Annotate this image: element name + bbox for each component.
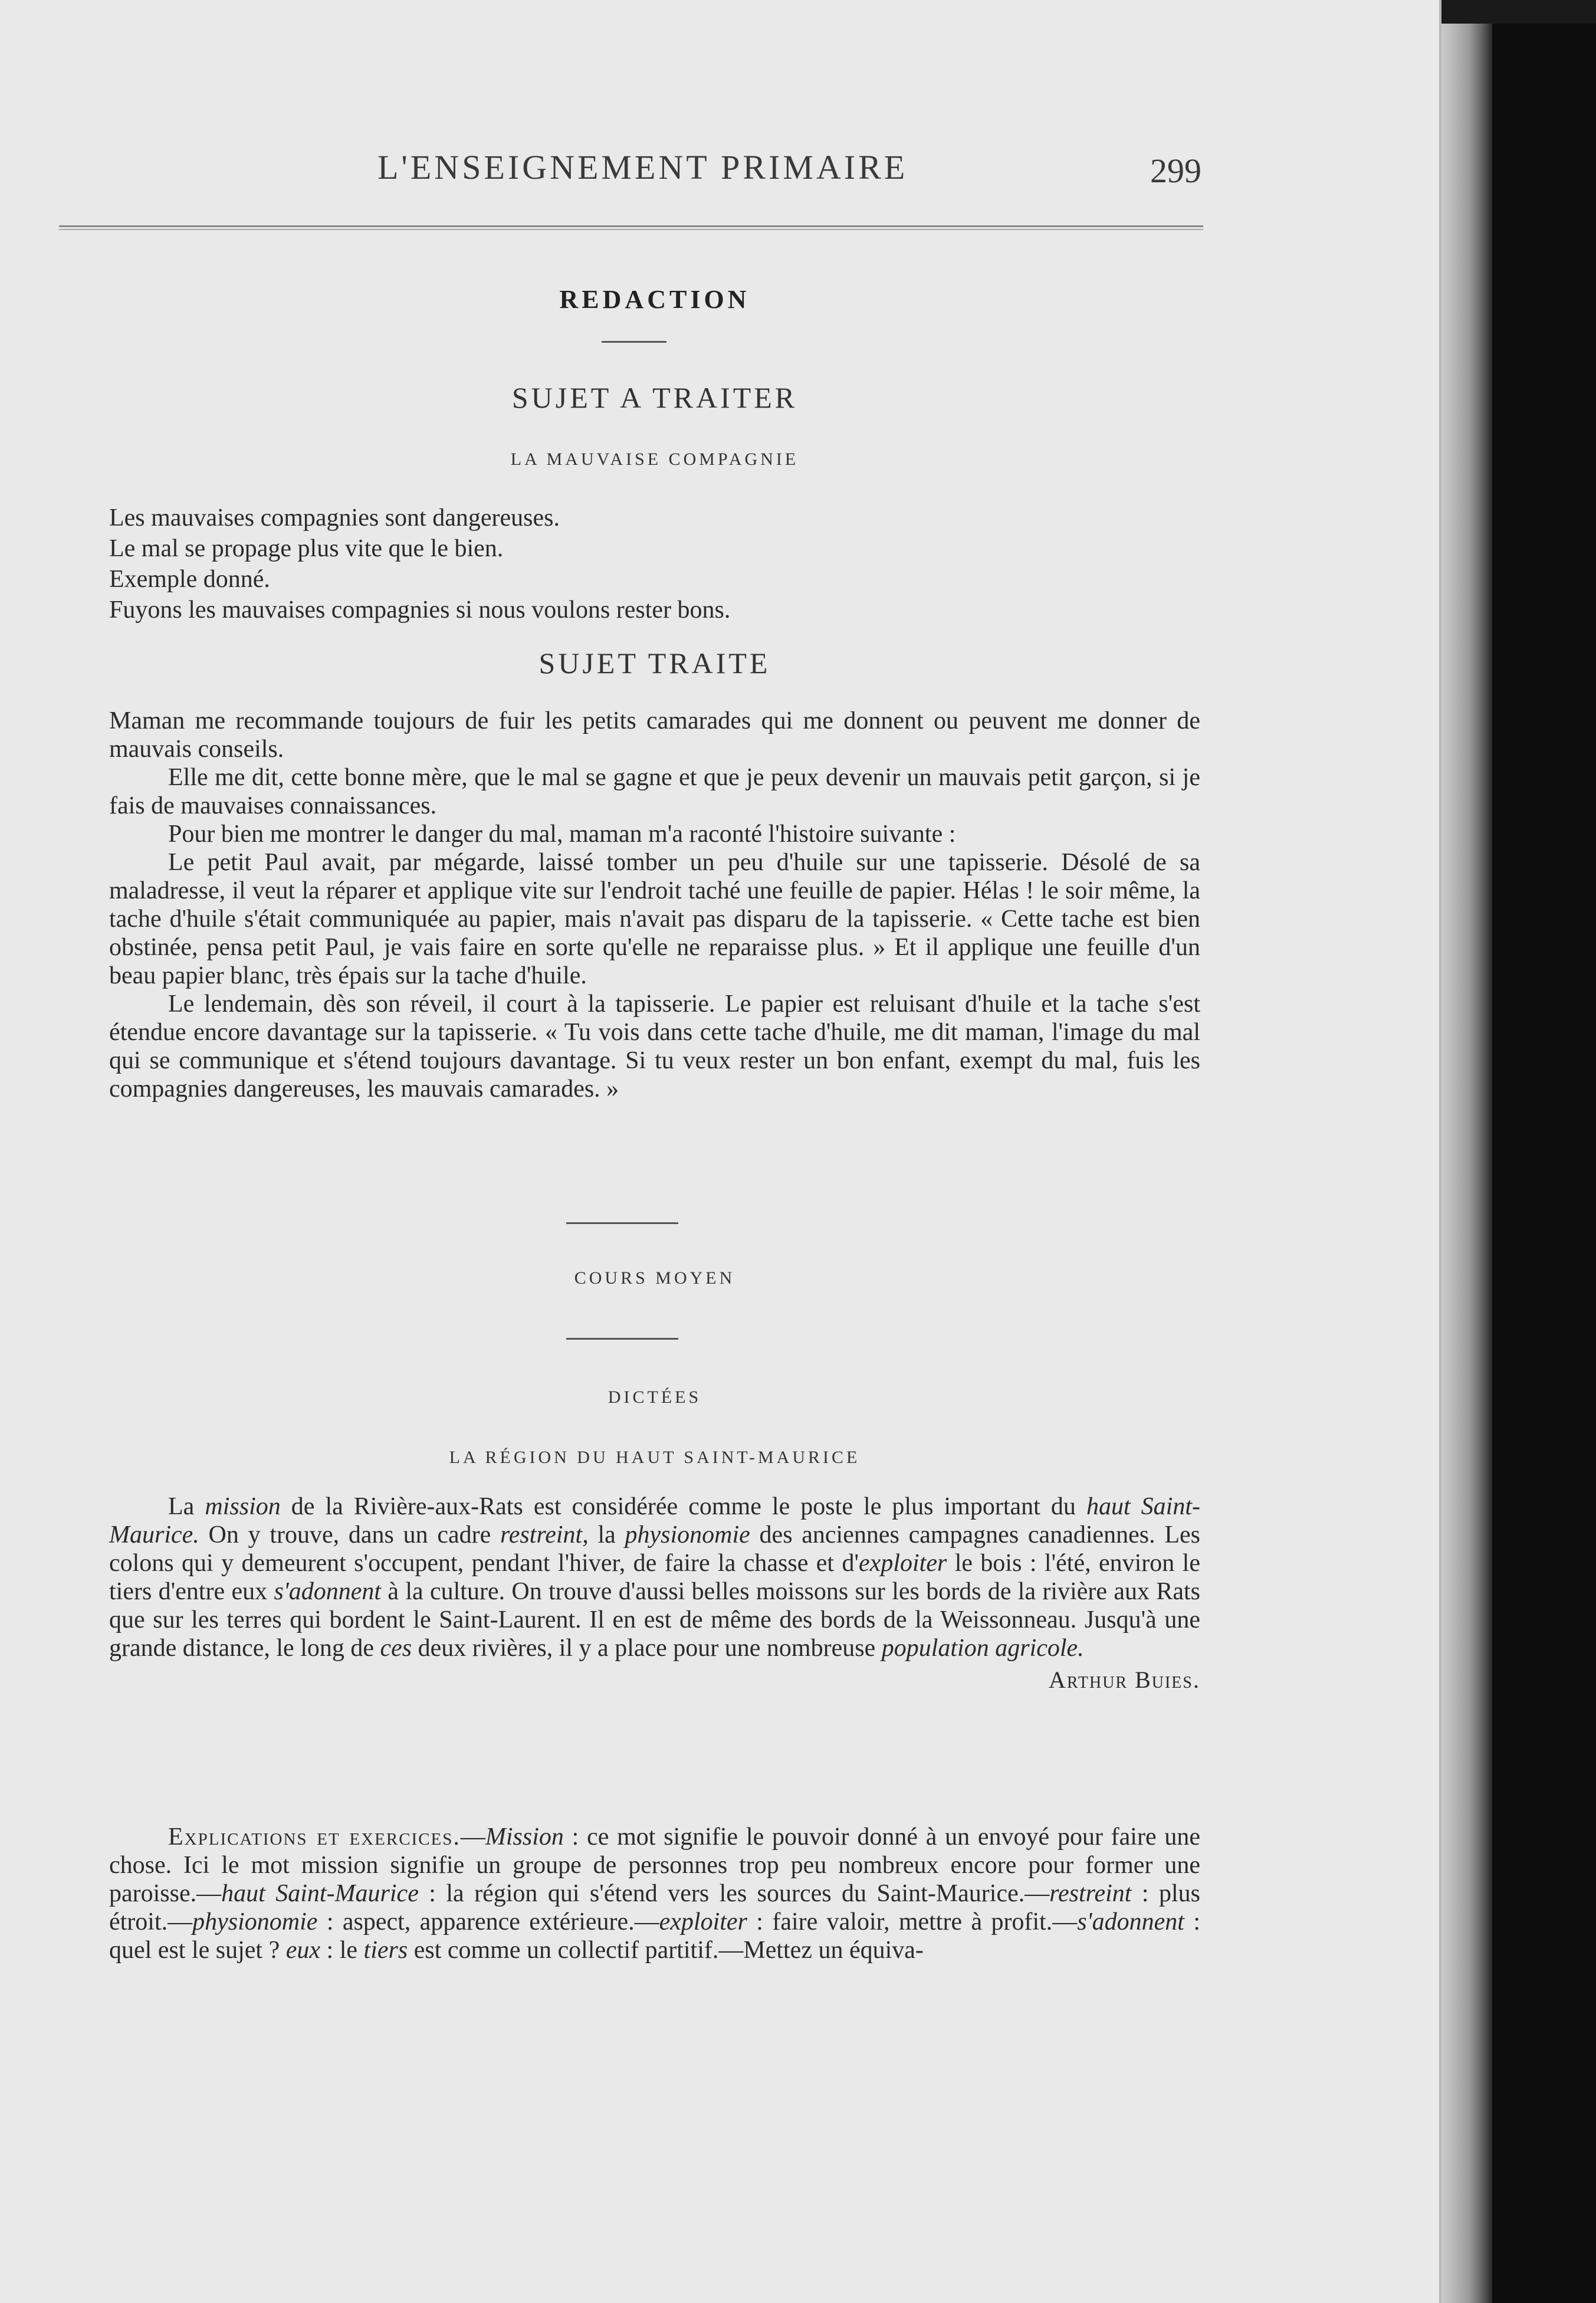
running-title: L'ENSEIGNEMENT PRIMAIRE xyxy=(377,148,908,186)
header-rule xyxy=(59,225,1203,230)
sujet-traite-text xyxy=(109,707,1200,1103)
italic-term: eux xyxy=(285,1937,321,1964)
text-run: le bois : l'été, environ le tiers d'entre eux xyxy=(109,1550,1200,1605)
text-run: à la culture. On trouve d'aussi belles moissons sur les bords de la rivière aux Rats que sur les terres qui bordent le Saint-Laurent. Il en est de même des bords de la Weissonneau. Jusqu'à une grande distance, le long de xyxy=(109,1578,1200,1662)
explications-paragraph xyxy=(109,1823,1200,1964)
divider xyxy=(566,1222,678,1224)
italic-term: Mission xyxy=(485,1823,564,1851)
dictation-paragraph xyxy=(109,1492,1200,1662)
paragraph: Le lendemain, dès son réveil, il court à la tapisserie. Le papier est reluisant d'huile et la tache s'est étendue encore davantage sur la tapisserie. « Tu vois dans cette tache d'huile, me dit maman, l'image du mal qui se communique et s'étend toujours davantage. Si tu veux rester un bon enfant, exempt du mal, fuis les compagnies dangereuses, les mauvais camarades. » xyxy=(109,990,1200,1103)
italic-term: exploiter xyxy=(659,1908,747,1935)
list-item: Les mauvaises compagnies sont dangereuses. xyxy=(109,504,560,532)
paragraph: Le petit Paul avait, par mégarde, laissé tomber un peu d'huile sur une tapisserie. Désolé de sa maladresse, il veut la réparer et applique vite sur l'endroit taché une feuille de papier. Hélas ! le soir même, la tache d'huile s'était communiquée au papier, mais n'avait pas disparu de la tapisserie. « Cette tache est bien obstinée, pensa petit Paul, je vais faire en sorte qu'elle ne reparaisse plus. » Et il applique une feuille d'un beau papier blanc, très épais sur la tache d'huile. xyxy=(109,849,1200,989)
explications-text xyxy=(109,1823,1200,1964)
sujet-traite-heading: SUJET TRAITE xyxy=(538,647,771,680)
divider xyxy=(602,341,666,343)
divider xyxy=(566,1338,678,1340)
text-run: des anciennes campagnes canadiennes. Les colons qui y demeurent s'occupent, pendant l'hiver, de faire la chasse et d' xyxy=(109,1521,1201,1577)
points-list xyxy=(109,503,1200,625)
list-item: Fuyons les mauvaises compagnies si nous voulons rester bons. xyxy=(109,596,731,624)
cours-moyen-heading: COURS MOYEN xyxy=(574,1268,735,1288)
italic-term: ces xyxy=(380,1635,412,1662)
italic-term: s'adonnent xyxy=(1077,1908,1184,1935)
italic-term: physionomie xyxy=(192,1908,318,1935)
italic-term: physionomie xyxy=(625,1521,750,1549)
paragraph: Elle me dit, cette bonne mère, que le mal se gagne et que je peux devenir un mauvais petit garçon, si je fais de mauvaises connaissances. xyxy=(109,764,1200,819)
text-run: : le xyxy=(320,1937,364,1964)
sujet-a-traiter-heading: SUJET A TRAITER xyxy=(511,381,798,414)
dictees-heading: DICTÉES xyxy=(607,1387,702,1407)
italic-term: tiers xyxy=(363,1937,408,1964)
list-item: Le mal se propage plus vite que le bien. xyxy=(109,535,504,562)
page-number: 299 xyxy=(1150,152,1201,190)
text-run: — xyxy=(460,1823,485,1851)
italic-term: restreint xyxy=(1049,1880,1132,1907)
italic-term: mission xyxy=(205,1493,281,1520)
italic-term: exploiter xyxy=(859,1550,947,1577)
page-edges xyxy=(1433,24,1492,2303)
text-run: : quel est le sujet ? xyxy=(109,1908,1201,1964)
list-item: Exemple donné. xyxy=(109,566,270,593)
italic-term: haut Saint-Maurice xyxy=(221,1880,419,1907)
text-run: la xyxy=(588,1521,625,1549)
theme-heading: LA MAUVAISE COMPAGNIE xyxy=(510,450,799,469)
text-run: est comme un collectif partitif.—Mettez un équiva- xyxy=(408,1937,924,1964)
italic-term: population agricole. xyxy=(881,1635,1084,1662)
text-run: La xyxy=(168,1493,205,1520)
italic-term: restreint, xyxy=(500,1521,589,1549)
section-heading-redaction: REDACTION xyxy=(559,285,750,314)
page-header xyxy=(0,147,1439,195)
text-run: On y trouve, dans un cadre xyxy=(199,1521,500,1549)
paragraph: Pour bien me montrer le danger du mal, maman m'a raconté l'histoire suivante : xyxy=(168,821,956,848)
text-run: : plus étroit.— xyxy=(109,1880,1200,1935)
text-run: : ce mot signifie le pouvoir donné à un envoyé pour faire une chose. Ici le mot mission signifie un groupe de personnes trop peu nombreux encore pour former une paroisse.— xyxy=(109,1823,1200,1907)
text-run: de la Rivière-aux-Rats est considérée comme le poste le plus important du xyxy=(280,1493,1086,1520)
dictation-title: LA RÉGION DU HAUT SAINT-MAURICE xyxy=(449,1448,861,1467)
author-signature xyxy=(109,1666,1200,1694)
author-name: Arthur Buies. xyxy=(1048,1666,1200,1693)
section-label: Explications et exercices. xyxy=(168,1823,461,1851)
text-run: : faire valoir, mettre à profit.— xyxy=(747,1908,1078,1935)
italic-term: haut Saint-Maurice. xyxy=(109,1493,1201,1549)
text-run: : aspect, apparence extérieure.— xyxy=(317,1908,659,1935)
italic-term: s'adonnent xyxy=(274,1578,382,1605)
paragraph: Maman me recommande toujours de fuir les petits camarades qui me donnent ou peuvent me donner de mauvais conseils. xyxy=(109,707,1200,763)
text-run: : la région qui s'étend vers les sources du Saint-Maurice.— xyxy=(418,1880,1050,1907)
text-run: deux rivières, il y a place pour une nombreuse xyxy=(412,1635,882,1662)
dictation-text xyxy=(109,1492,1200,1694)
